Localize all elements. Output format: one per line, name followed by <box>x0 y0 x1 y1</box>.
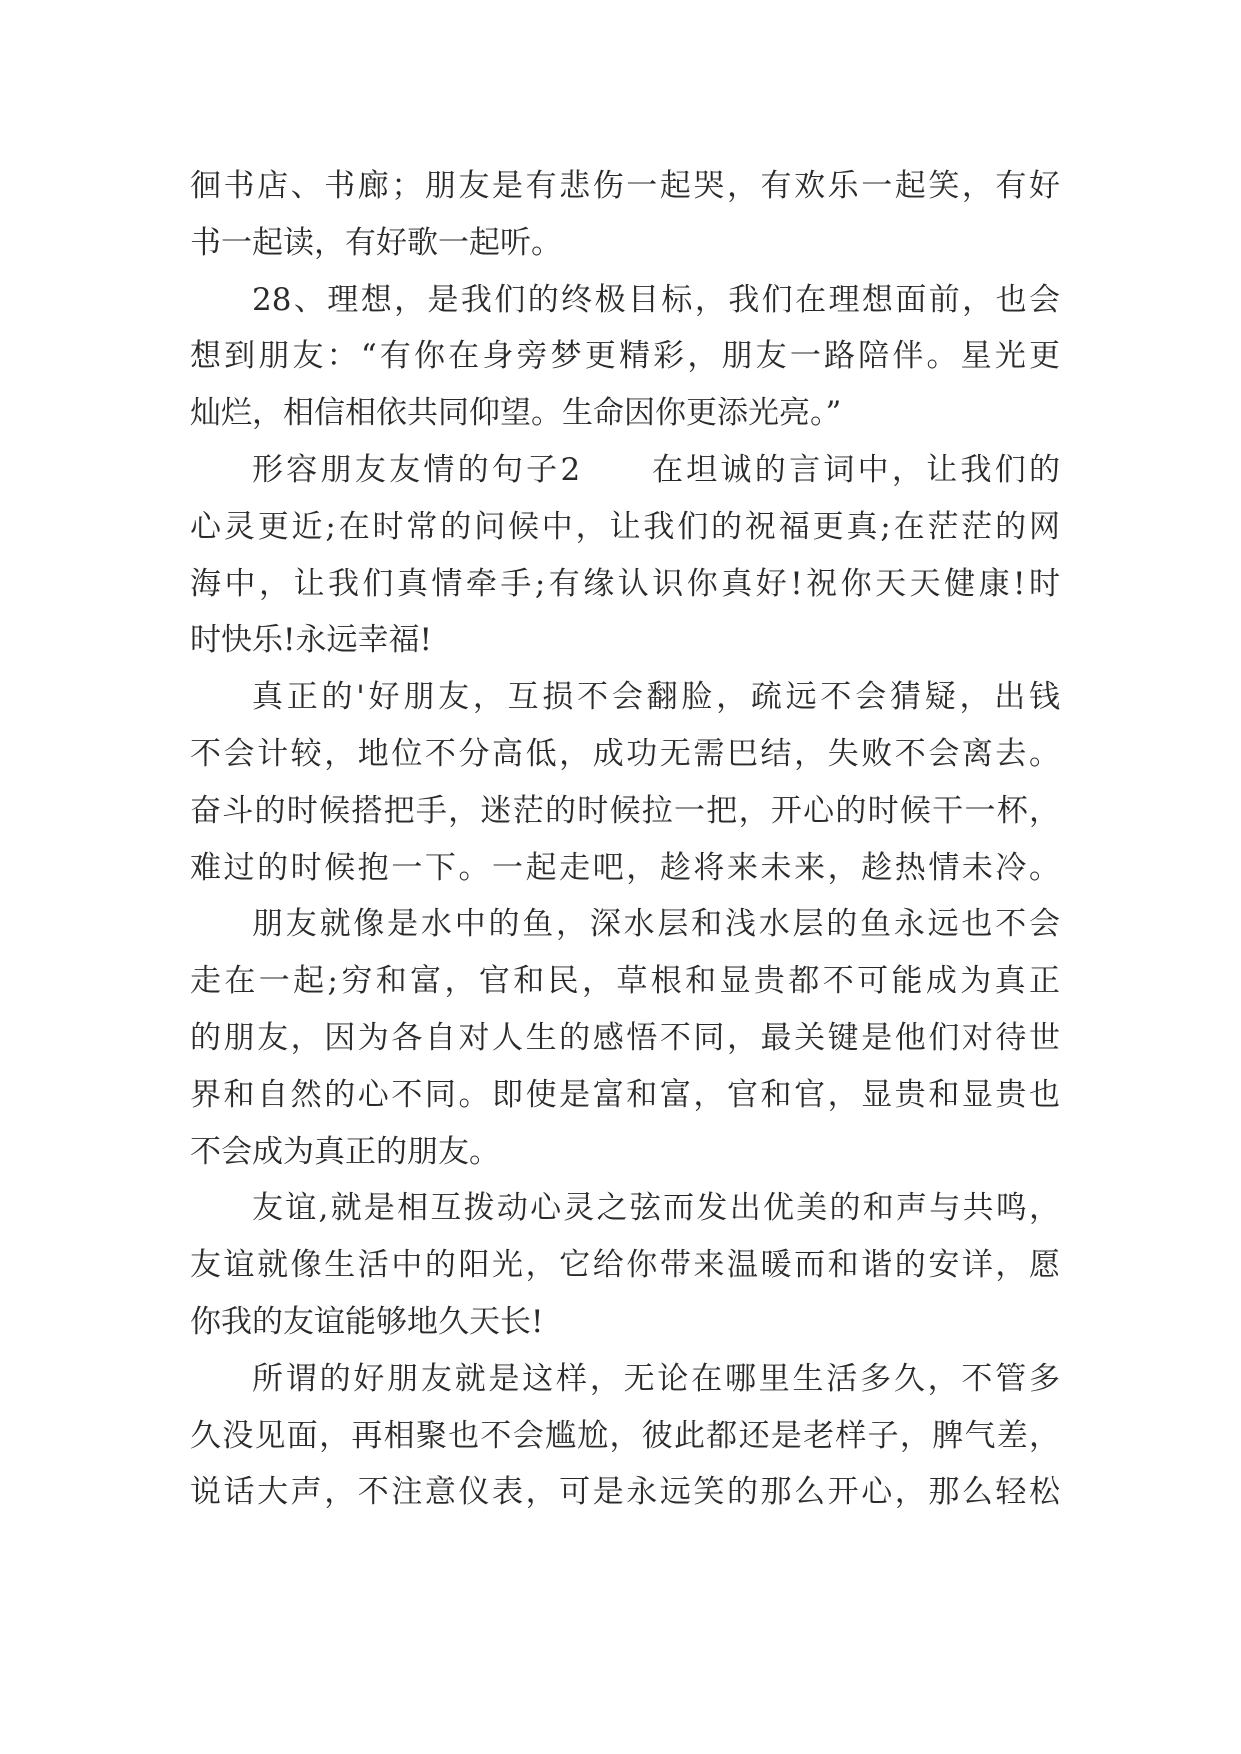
text-line: 时快乐!永远幸福! <box>190 622 432 659</box>
text-line: 心灵更近;在时常的问候中，让我们的祝福更真;在茫茫的网 <box>190 508 1060 545</box>
text-line: 久没见面，再相聚也不会尴尬，彼此都还是老样子，脾气差， <box>190 1417 1060 1454</box>
text-line: 海中，让我们真情牵手;有缘认识你真好!祝你天天健康!时 <box>190 565 1060 602</box>
text-line: 你我的友谊能够地久天长! <box>190 1303 544 1340</box>
text-line: 真正的'好朋友，互损不会翻脸，疏远不会猜疑，出钱 <box>252 679 1060 716</box>
text-line: 走在一起;穷和富，官和民，草根和显贵都不可能成为真正 <box>190 963 1060 1000</box>
text-line: 的朋友，因为各自对人生的感悟不同，最关键是他们对待世 <box>190 1019 1060 1056</box>
text-line: 不会计较，地位不分高低，成功无需巴结，失败不会离去。 <box>190 735 1060 772</box>
paragraph-6 <box>190 1180 1060 1350</box>
paragraph-7 <box>190 1351 1060 1521</box>
text-line: 界和自然的心不同。即使是富和富，官和官，显贵和显贵也 <box>190 1076 1060 1113</box>
text-line: 28、理想，是我们的终极目标，我们在理想面前，也会 <box>252 281 1060 318</box>
text-line: 徊书店、书廊；朋友是有悲伤一起哭，有欢乐一起笑，有好 <box>190 168 1060 204</box>
text-line: 友谊,就是相互拨动心灵之弦而发出优美的和声与共鸣， <box>252 1190 1060 1227</box>
text-line: 奋斗的时候搭把手，迷茫的时候拉一把，开心的时候干一杯， <box>190 792 1060 829</box>
text-line: 想到朋友：“有你在身旁梦更精彩，朋友一路陪伴。星光更 <box>190 338 1060 375</box>
paragraph-5 <box>190 896 1060 1180</box>
text-line: 不会成为真正的朋友。 <box>190 1133 500 1170</box>
text-line: 灿烂，相信相依共同仰望。生命因你更添光亮。” <box>190 395 842 432</box>
body-text <box>190 158 1060 1521</box>
text-line: 友谊就像生活中的阳光，它给你带来温暖而和谐的安详，愿 <box>190 1247 1060 1284</box>
text-line: 难过的时候抱一下。一起走吧，趁将来未来，趁热情未冷。 <box>190 849 1060 886</box>
text-line: 形容朋友友情的句子2 在坦诚的言词中，让我们的 <box>252 451 1060 488</box>
text-line: 说话大声，不注意仪表，可是永远笑的那么开心，那么轻松 <box>190 1474 1060 1511</box>
text-line: 朋友就像是水中的鱼，深水层和浅水层的鱼永远也不会 <box>252 906 1060 943</box>
paragraph-4 <box>190 669 1060 896</box>
paragraph-3 <box>190 442 1060 669</box>
text-line: 书一起读，有好歌一起听。 <box>190 224 562 261</box>
paragraph-2 <box>190 272 1060 442</box>
text-line: 所谓的好朋友就是这样，无论在哪里生活多久，不管多 <box>252 1360 1060 1397</box>
paragraph-1 <box>190 158 1060 272</box>
